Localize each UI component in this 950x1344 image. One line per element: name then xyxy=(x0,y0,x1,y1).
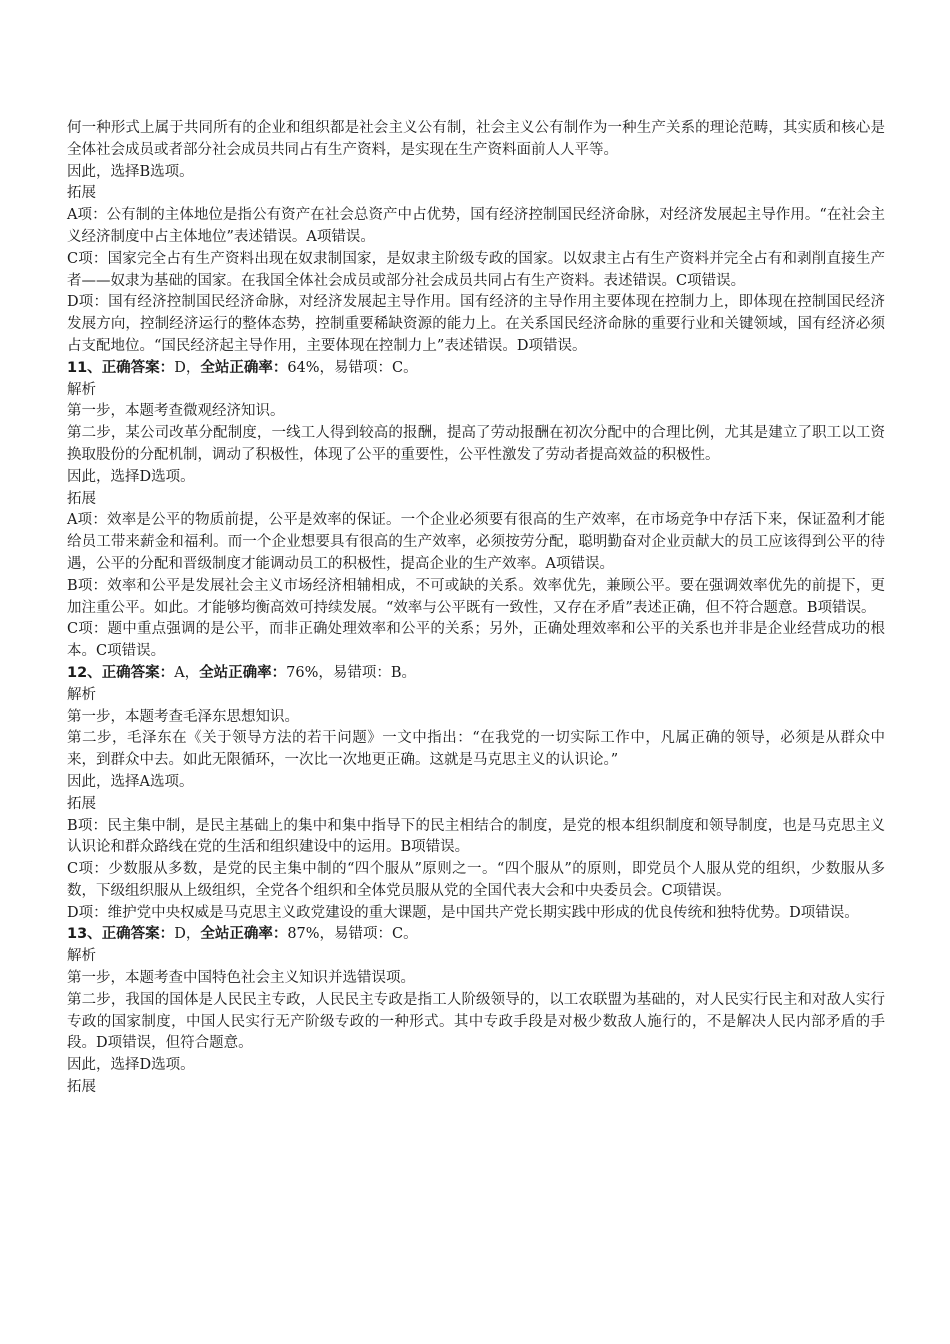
analysis-step-1: 第一步，本题考查中国特色社会主义知识并选错误项。 xyxy=(67,970,415,987)
accuracy-label: 全站正确率： xyxy=(200,926,288,943)
accuracy-label: 全站正确率： xyxy=(200,359,288,376)
document-page xyxy=(67,118,885,1099)
analysis-step-1: 第一步，本题考查微观经济知识。 xyxy=(67,403,285,420)
accuracy-value: 87%，易错项：C。 xyxy=(287,926,418,943)
conclusion: 因此，选择D选项。 xyxy=(67,468,195,485)
question-number: 13、 xyxy=(67,926,102,943)
option-explanation-c: C项：少数服从多数，是党的民主集中制的“四个服从”原则之一。“四个服从”的原则，即党员个人服从党的组织，少数服从多数，下级组织服从上级组织，全党各个组织和全体党员服从党的全国代表大会和中央委员会。C项错误。 xyxy=(67,861,885,899)
analysis-label: 解析 xyxy=(67,381,96,398)
answer-label: 正确答案： xyxy=(101,926,175,943)
analysis-label: 解析 xyxy=(67,686,96,703)
analysis-step-2: 第二步，我国的国体是人民民主专政，人民民主专政是指工人阶级领导的，以工农联盟为基础的，对人民实行民主和对敌人实行专政的国家制度，中国人民实行无产阶级专政的一种形式。其中专政手段是对极少数敌人施行的，不是解决人民内部矛盾的手段。D项错误，但符合题意。 xyxy=(67,991,885,1052)
answer-label: 正确答案： xyxy=(101,359,175,376)
analysis-label: 解析 xyxy=(67,948,96,965)
extension-label: 拓展 xyxy=(67,795,96,812)
conclusion: 因此，选择B选项。 xyxy=(67,163,194,180)
option-explanation-c: C项：题中重点强调的是公平，而非正确处理效率和公平的关系；另外，正确处理效率和公平的关系也并非是企业经营成功的根本。C项错误。 xyxy=(67,621,885,660)
option-explanation-a: A项：效率是公平的物质前提，公平是效率的保证。一个企业必须要有很高的生产效率，在市场竞争中存活下来，保证盈利才能给员工带来薪金和福利。而一个企业想要具有很高的生产效率，必须按劳分配，聪明勤奋对企业贡献大的员工应该得到公平的待遇，公平的分配和晋级制度才能调动员工的积极性，提高企业的生产效率。A项错误。 xyxy=(67,512,885,572)
answer-value: D， xyxy=(174,359,201,376)
accuracy-value: 64%，易错项：C。 xyxy=(287,359,418,376)
option-explanation-b: B项：效率和公平是发展社会主义市场经济相辅相成，不可或缺的关系。效率优先，兼顾公平。要在强调效率优先的前提下，更加注重公平。如此。才能够均衡高效可持续发展。“效率与公平既有一致性，又存在矛盾”表述正确，但不符合题意。B项错误。 xyxy=(67,577,885,616)
accuracy-value: 76%，易错项：B。 xyxy=(286,664,417,681)
accuracy-label: 全站正确率： xyxy=(199,664,287,681)
answer-value: D， xyxy=(174,926,201,943)
option-explanation-d: D项：国有经济控制国民经济命脉，对经济发展起主导作用。国有经济的主导作用主要体现在控制力上，即体现在控制国民经济发展方向，控制经济运行的整体态势，控制重要稀缺资源的能力上。在关系国民经济命脉的重要行业和关键领域，国有经济必须占支配地位。“国民经济起主导作用，主要体现在控制力上”表述错误。D项错误。 xyxy=(67,294,885,354)
extension-label: 拓展 xyxy=(67,185,96,202)
conclusion: 因此，选择D选项。 xyxy=(67,1057,195,1074)
question-number: 12、 xyxy=(67,664,102,681)
question-12-header xyxy=(67,663,885,685)
answer-label: 正确答案： xyxy=(101,664,175,681)
paragraph: 何一种形式上属于共同所有的企业和组织都是社会主义公有制，社会主义公有制作为一种生产关系的理论范畴，其实质和核心是全体社会成员或者部分社会成员共同占有生产资料，是实现在生产资料面前人人平等。 xyxy=(67,120,885,158)
extension-label: 拓展 xyxy=(67,1079,96,1096)
question-11-header xyxy=(67,358,885,380)
analysis-step-1: 第一步，本题考查毛泽东思想知识。 xyxy=(67,708,299,725)
answer-value: A， xyxy=(174,664,200,681)
extension-label: 拓展 xyxy=(67,490,96,507)
question-13-header xyxy=(67,924,885,946)
option-explanation-a: A项：公有制的主体地位是指公有资产在社会总资产中占优势，国有经济控制国民经济命脉，对经济发展起主导作用。“在社会主义经济制度中占主体地位”表述错误。A项错误。 xyxy=(67,207,885,245)
option-explanation-b: B项：民主集中制，是民主基础上的集中和集中指导下的民主相结合的制度，是党的根本组织制度和领导制度，也是马克思主义认识论和群众路线在党的生活和组织建设中的运用。B项错误。 xyxy=(67,817,885,856)
analysis-step-2: 第二步，毛泽东在《关于领导方法的若干问题》一文中指出：“在我党的一切实际工作中，凡属正确的领导，必须是从群众中来，到群众中去。如此无限循环，一次比一次地更正确。这就是马克思主义的认识论。” xyxy=(67,730,885,769)
question-number: 11、 xyxy=(67,359,102,376)
analysis-step-2: 第二步，某公司改革分配制度，一线工人得到较高的报酬，提高了劳动报酬在初次分配中的合理比例，尤其是建立了职工以工资换取股份的分配机制，调动了积极性，体现了公平的重要性，公平性激发了劳动者提高效益的积极性。 xyxy=(67,425,885,463)
conclusion: 因此，选择A选项。 xyxy=(67,773,194,790)
option-explanation-c: C项：国家完全占有生产资料出现在奴隶制国家，是奴隶主阶级专政的国家。以奴隶主占有生产资料并完全占有和剥削直接生产者——奴隶为基础的国家。在我国全体社会成员或部分社会成员共同占有生产资料。表述错误。C项错误。 xyxy=(67,250,885,289)
option-explanation-d: D项：维护党中央权威是马克思主义政党建设的重大课题，是中国共产党长期实践中形成的优良传统和独特优势。D项错误。 xyxy=(67,904,859,921)
